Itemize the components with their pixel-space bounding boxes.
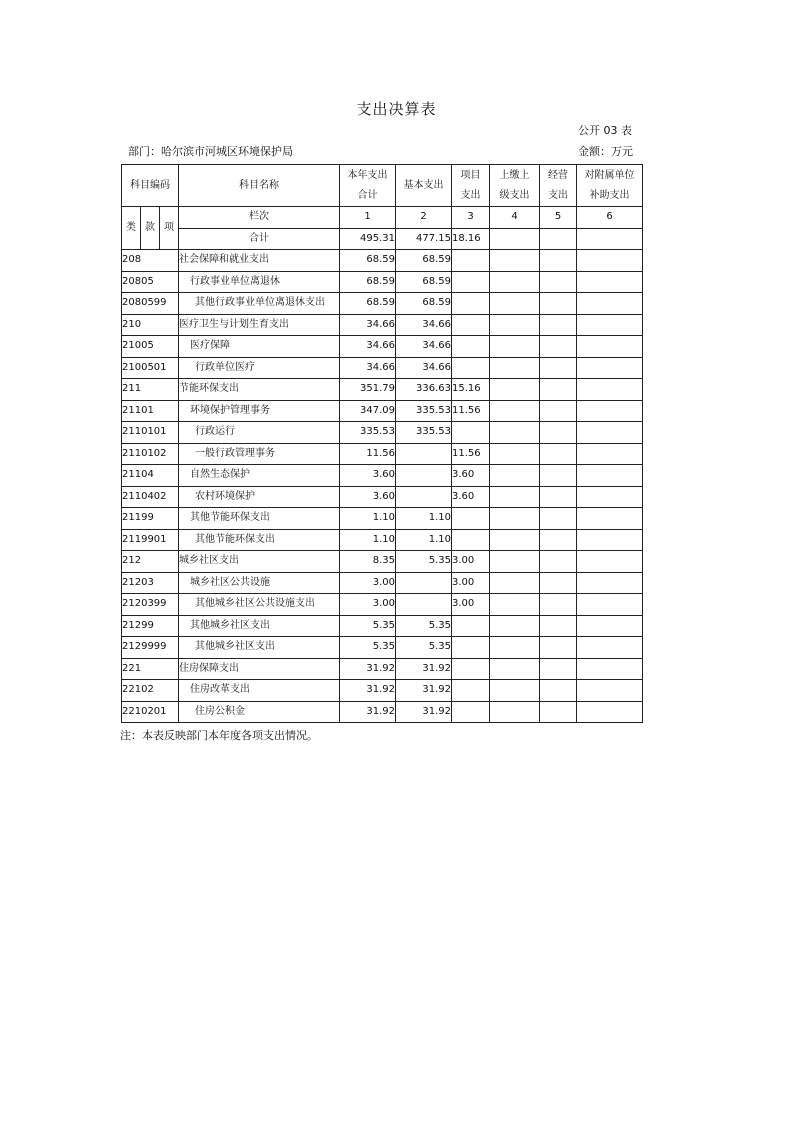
row-business xyxy=(540,465,577,487)
row-project: 3.60 xyxy=(452,465,490,487)
row-project: 3.60 xyxy=(452,486,490,508)
row-total: 1.10 xyxy=(340,529,396,551)
row-code: 20805 xyxy=(122,271,179,293)
row-upper xyxy=(490,615,540,637)
row-name: 医疗卫生与计划生育支出 xyxy=(179,314,340,336)
row-project xyxy=(452,271,490,293)
table-row xyxy=(122,314,643,336)
table-row xyxy=(122,680,643,702)
row-basic: 68.59 xyxy=(396,293,452,315)
row-basic: 1.10 xyxy=(396,529,452,551)
header-kuan: 款 xyxy=(141,207,160,250)
row-code: 21199 xyxy=(122,508,179,530)
table-row xyxy=(122,379,643,401)
row-business xyxy=(540,572,577,594)
row-upper xyxy=(490,658,540,680)
row-business xyxy=(540,400,577,422)
row-code: 221 xyxy=(122,658,179,680)
row-name: 环境保护管理事务 xyxy=(179,400,340,422)
row-project: 3.00 xyxy=(452,594,490,616)
row-upper xyxy=(490,357,540,379)
row-subsidy xyxy=(577,615,643,637)
row-basic xyxy=(396,465,452,487)
table-row xyxy=(122,422,643,444)
row-project: 15.16 xyxy=(452,379,490,401)
row-name: 其他城乡社区公共设施支出 xyxy=(179,594,340,616)
row-code: 22102 xyxy=(122,680,179,702)
row-name: 节能环保支出 xyxy=(179,379,340,401)
row-business xyxy=(540,271,577,293)
row-total: 5.35 xyxy=(340,637,396,659)
row-business xyxy=(540,250,577,272)
row-business xyxy=(540,637,577,659)
row-business xyxy=(540,701,577,723)
row-upper xyxy=(490,551,540,573)
row-total: 347.09 xyxy=(340,400,396,422)
row-basic: 31.92 xyxy=(396,701,452,723)
row-project: 11.56 xyxy=(452,443,490,465)
row-basic: 5.35 xyxy=(396,637,452,659)
table-row xyxy=(122,271,643,293)
row-code: 2129999 xyxy=(122,637,179,659)
header-subsidy-line2: 补助支出 xyxy=(589,189,630,201)
total-business xyxy=(540,228,577,250)
col-num-4: 4 xyxy=(490,207,540,229)
row-upper xyxy=(490,443,540,465)
row-basic: 5.35 xyxy=(396,551,452,573)
row-project xyxy=(452,357,490,379)
row-upper xyxy=(490,572,540,594)
row-name: 其他城乡社区支出 xyxy=(179,637,340,659)
header-lei: 类 xyxy=(122,207,141,250)
row-subsidy xyxy=(577,250,643,272)
header-project xyxy=(452,165,490,207)
row-subsidy xyxy=(577,508,643,530)
header-name: 科目名称 xyxy=(179,165,340,207)
row-code: 210 xyxy=(122,314,179,336)
row-project xyxy=(452,250,490,272)
data-rows xyxy=(122,250,643,723)
table-row xyxy=(122,336,643,358)
row-code: 2080599 xyxy=(122,293,179,315)
expenditure-table xyxy=(121,164,643,723)
col-num-1: 1 xyxy=(340,207,396,229)
row-total: 3.60 xyxy=(340,486,396,508)
row-project xyxy=(452,336,490,358)
row-name: 城乡社区公共设施 xyxy=(179,572,340,594)
row-project: 3.00 xyxy=(452,551,490,573)
row-project xyxy=(452,680,490,702)
total-row xyxy=(122,228,643,250)
row-project xyxy=(452,529,490,551)
row-total: 34.66 xyxy=(340,314,396,336)
row-code: 21005 xyxy=(122,336,179,358)
row-code: 2110102 xyxy=(122,443,179,465)
row-upper xyxy=(490,508,540,530)
row-project: 11.56 xyxy=(452,400,490,422)
table-row xyxy=(122,465,643,487)
row-subsidy xyxy=(577,486,643,508)
unit-label: 金额：万元 xyxy=(578,145,633,158)
row-name: 自然生态保护 xyxy=(179,465,340,487)
table-row xyxy=(122,357,643,379)
row-code: 2119901 xyxy=(122,529,179,551)
row-upper xyxy=(490,336,540,358)
row-total: 1.10 xyxy=(340,508,396,530)
row-project xyxy=(452,314,490,336)
row-upper xyxy=(490,250,540,272)
table-row xyxy=(122,701,643,723)
header-upper-line2: 级支出 xyxy=(499,189,530,201)
row-project xyxy=(452,701,490,723)
form-code: 公开 03 表 xyxy=(578,124,632,137)
row-upper xyxy=(490,465,540,487)
row-subsidy xyxy=(577,465,643,487)
row-basic: 68.59 xyxy=(396,271,452,293)
total-label: 合计 xyxy=(179,228,340,250)
header-code-group: 科目编码 xyxy=(122,165,179,207)
row-upper xyxy=(490,637,540,659)
row-upper xyxy=(490,379,540,401)
col-num-5: 5 xyxy=(540,207,577,229)
row-business xyxy=(540,422,577,444)
row-business xyxy=(540,336,577,358)
row-name: 医疗保障 xyxy=(179,336,340,358)
row-name: 住房保障支出 xyxy=(179,658,340,680)
row-project: 3.00 xyxy=(452,572,490,594)
table-row xyxy=(122,508,643,530)
row-total: 68.59 xyxy=(340,293,396,315)
table-row xyxy=(122,551,643,573)
row-name: 其他行政事业单位离退休支出 xyxy=(179,293,340,315)
table-row xyxy=(122,486,643,508)
header-basic: 基本支出 xyxy=(396,165,452,207)
row-total: 31.92 xyxy=(340,701,396,723)
row-code: 2120399 xyxy=(122,594,179,616)
row-basic: 335.53 xyxy=(396,400,452,422)
row-basic: 34.66 xyxy=(396,336,452,358)
row-code: 21101 xyxy=(122,400,179,422)
row-name: 社会保障和就业支出 xyxy=(179,250,340,272)
row-code: 208 xyxy=(122,250,179,272)
col-num-3: 3 xyxy=(452,207,490,229)
column-order-row xyxy=(122,207,643,229)
row-subsidy xyxy=(577,551,643,573)
row-basic: 336.63 xyxy=(396,379,452,401)
table-row xyxy=(122,529,643,551)
row-name: 行政运行 xyxy=(179,422,340,444)
row-business xyxy=(540,357,577,379)
header-subsidy xyxy=(577,165,643,207)
total-upper xyxy=(490,228,540,250)
row-basic xyxy=(396,486,452,508)
table-row xyxy=(122,637,643,659)
row-project xyxy=(452,615,490,637)
row-total: 8.35 xyxy=(340,551,396,573)
table-row xyxy=(122,658,643,680)
header-business-line2: 支出 xyxy=(548,189,568,201)
column-order-label: 栏次 xyxy=(179,207,340,229)
row-upper xyxy=(490,400,540,422)
row-subsidy xyxy=(577,594,643,616)
row-subsidy xyxy=(577,357,643,379)
row-basic: 34.66 xyxy=(396,357,452,379)
row-project xyxy=(452,637,490,659)
header-project-line2: 支出 xyxy=(460,189,481,201)
row-subsidy xyxy=(577,572,643,594)
table-row xyxy=(122,400,643,422)
row-business xyxy=(540,314,577,336)
row-business xyxy=(540,486,577,508)
total-subsidy xyxy=(577,228,643,250)
row-total: 3.00 xyxy=(340,572,396,594)
row-upper xyxy=(490,486,540,508)
row-name: 其他城乡社区支出 xyxy=(179,615,340,637)
row-name: 行政单位医疗 xyxy=(179,357,340,379)
row-subsidy xyxy=(577,271,643,293)
row-total: 3.60 xyxy=(340,465,396,487)
row-basic: 1.10 xyxy=(396,508,452,530)
row-basic: 31.92 xyxy=(396,680,452,702)
row-basic xyxy=(396,594,452,616)
row-subsidy xyxy=(577,314,643,336)
header-business xyxy=(540,165,577,207)
row-upper xyxy=(490,529,540,551)
header-business-line1: 经营 xyxy=(548,169,568,181)
row-name: 城乡社区支出 xyxy=(179,551,340,573)
row-business xyxy=(540,443,577,465)
row-total: 34.66 xyxy=(340,357,396,379)
total-basic: 477.15 xyxy=(396,228,452,250)
row-total: 68.59 xyxy=(340,271,396,293)
row-project xyxy=(452,508,490,530)
row-business xyxy=(540,680,577,702)
row-subsidy xyxy=(577,529,643,551)
row-total: 3.00 xyxy=(340,594,396,616)
table-row xyxy=(122,443,643,465)
row-total: 31.92 xyxy=(340,680,396,702)
row-business xyxy=(540,658,577,680)
row-subsidy xyxy=(577,658,643,680)
header-row xyxy=(122,165,643,207)
table-row xyxy=(122,293,643,315)
row-total: 34.66 xyxy=(340,336,396,358)
row-total: 68.59 xyxy=(340,250,396,272)
header-xiang: 项 xyxy=(160,207,179,250)
row-name: 住房改革支出 xyxy=(179,680,340,702)
table-row xyxy=(122,572,643,594)
row-total: 5.35 xyxy=(340,615,396,637)
row-upper xyxy=(490,271,540,293)
row-upper xyxy=(490,701,540,723)
row-total: 31.92 xyxy=(340,658,396,680)
table-row xyxy=(122,594,643,616)
row-name: 一般行政管理事务 xyxy=(179,443,340,465)
header-subsidy-line1: 对附属单位 xyxy=(584,169,635,181)
row-business xyxy=(540,551,577,573)
row-upper xyxy=(490,293,540,315)
row-subsidy xyxy=(577,400,643,422)
row-total: 11.56 xyxy=(340,443,396,465)
row-business xyxy=(540,615,577,637)
total-project: 18.16 xyxy=(452,228,490,250)
row-basic: 335.53 xyxy=(396,422,452,444)
col-num-2: 2 xyxy=(396,207,452,229)
department-label: 部门：哈尔滨市河城区环境保护局 xyxy=(128,145,293,158)
header-total xyxy=(340,165,396,207)
row-business xyxy=(540,379,577,401)
table-row xyxy=(122,615,643,637)
header-upper-line1: 上缴上 xyxy=(499,169,530,181)
row-code: 21203 xyxy=(122,572,179,594)
row-subsidy xyxy=(577,680,643,702)
row-subsidy xyxy=(577,422,643,444)
row-business xyxy=(540,594,577,616)
row-code: 2100501 xyxy=(122,357,179,379)
row-subsidy xyxy=(577,336,643,358)
col-num-6: 6 xyxy=(577,207,643,229)
row-subsidy xyxy=(577,637,643,659)
header-total-line2: 合计 xyxy=(357,189,378,201)
row-business xyxy=(540,529,577,551)
row-basic xyxy=(396,443,452,465)
page-title: 支出决算表 xyxy=(356,100,437,118)
row-code: 212 xyxy=(122,551,179,573)
row-name: 住房公积金 xyxy=(179,701,340,723)
row-basic: 31.92 xyxy=(396,658,452,680)
row-name: 其他节能环保支出 xyxy=(179,508,340,530)
row-code: 21104 xyxy=(122,465,179,487)
row-subsidy xyxy=(577,443,643,465)
row-project xyxy=(452,422,490,444)
row-total: 335.53 xyxy=(340,422,396,444)
row-subsidy xyxy=(577,293,643,315)
header-upper xyxy=(490,165,540,207)
row-upper xyxy=(490,594,540,616)
row-code: 2110402 xyxy=(122,486,179,508)
row-name: 农村环境保护 xyxy=(179,486,340,508)
row-subsidy xyxy=(577,701,643,723)
row-code: 2210201 xyxy=(122,701,179,723)
row-upper xyxy=(490,314,540,336)
row-code: 2110101 xyxy=(122,422,179,444)
total-sum: 495.31 xyxy=(340,228,396,250)
row-business xyxy=(540,508,577,530)
header-project-line1: 项目 xyxy=(460,169,481,181)
row-total: 351.79 xyxy=(340,379,396,401)
row-project xyxy=(452,658,490,680)
row-basic: 68.59 xyxy=(396,250,452,272)
row-project xyxy=(452,293,490,315)
row-upper xyxy=(490,422,540,444)
row-code: 211 xyxy=(122,379,179,401)
header-total-line1: 本年支出 xyxy=(347,169,388,181)
row-basic: 34.66 xyxy=(396,314,452,336)
table-row xyxy=(122,250,643,272)
table-note: 注：本表反映部门本年度各项支出情况。 xyxy=(120,729,318,742)
row-subsidy xyxy=(577,379,643,401)
row-business xyxy=(540,293,577,315)
row-name: 其他节能环保支出 xyxy=(179,529,340,551)
row-basic xyxy=(396,572,452,594)
row-name: 行政事业单位离退休 xyxy=(179,271,340,293)
row-basic: 5.35 xyxy=(396,615,452,637)
row-code: 21299 xyxy=(122,615,179,637)
row-upper xyxy=(490,680,540,702)
